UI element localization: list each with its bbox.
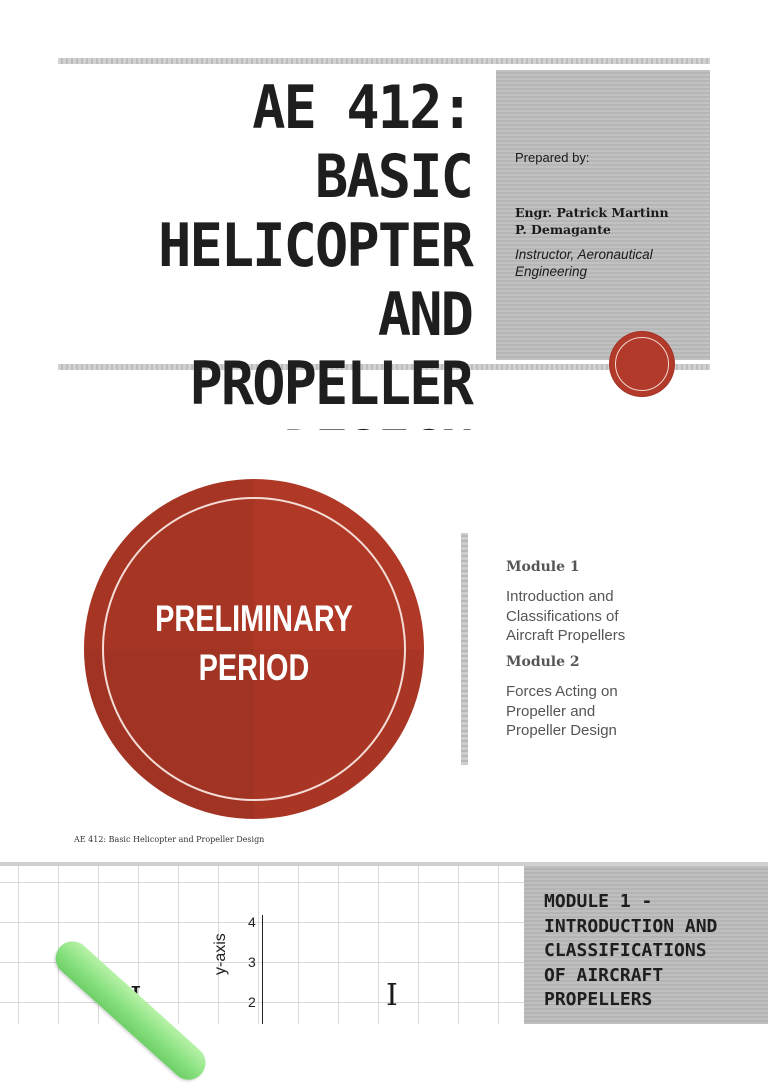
module-2-desc-line-2: Propeller and <box>506 702 596 720</box>
slide-footer: AE 412: Basic Helicopter and Propeller Design <box>74 835 265 844</box>
course-title <box>93 74 472 488</box>
author-name <box>515 204 705 238</box>
module-2-description <box>506 682 706 741</box>
author-name-line-1: Engr. Patrick Martinn <box>515 205 669 220</box>
module-1-description <box>506 587 706 646</box>
module-1-title <box>544 890 754 1013</box>
module-1-title-line-2: INTRODUCTION AND <box>544 915 718 937</box>
title-slide <box>0 0 768 430</box>
period-title-line-2: PERIOD <box>198 647 310 688</box>
period-title-line-1: PRELIMINARY <box>155 598 353 639</box>
module-1-desc-line-3: Aircraft Propellers <box>506 627 626 644</box>
author-role-line-1: Instructor, Aeronautical <box>515 247 653 262</box>
module-1-title-line-4: OF AIRCRAFT <box>544 964 664 986</box>
module-1-title-line-5: PROPELLERS <box>544 989 653 1010</box>
period-circle <box>84 479 424 819</box>
tick-label-3: 3 <box>248 954 256 970</box>
module-2-label: Module 2 <box>506 654 580 670</box>
module-1-title-line-1: MODULE 1 - <box>544 891 653 912</box>
course-title-line-3: PROPELLER <box>189 349 473 419</box>
module-1-desc-line-2: Classifications of <box>506 607 619 625</box>
module-2-desc-line-3: Propeller Design <box>506 722 617 739</box>
module-1-title-line-3: CLASSIFICATIONS <box>544 940 707 961</box>
module-1-label: Module 1 <box>506 559 580 575</box>
author-name-line-2: P. Demagante <box>515 222 611 237</box>
y-axis-line <box>262 915 263 1024</box>
top-divider <box>58 58 710 64</box>
decorative-circle <box>610 332 674 396</box>
vertical-divider <box>461 533 468 765</box>
author-role-line-2: Engineering <box>515 264 588 279</box>
tick-label-4: 4 <box>248 914 256 930</box>
author-role <box>515 246 705 280</box>
course-title-line-2: HELICOPTER AND <box>158 211 472 350</box>
module-1-desc-line-1: Introduction and <box>506 588 614 605</box>
quadrant-i-label: I <box>386 978 398 1013</box>
y-axis-label: y-axis <box>212 933 229 975</box>
prepared-by-label: Prepared by: <box>515 150 590 165</box>
tick-label-2: 2 <box>248 994 256 1010</box>
period-title <box>121 594 386 692</box>
module-2-desc-line-1: Forces Acting on <box>506 683 618 700</box>
course-title-line-1: AE 412: BASIC <box>252 73 472 212</box>
